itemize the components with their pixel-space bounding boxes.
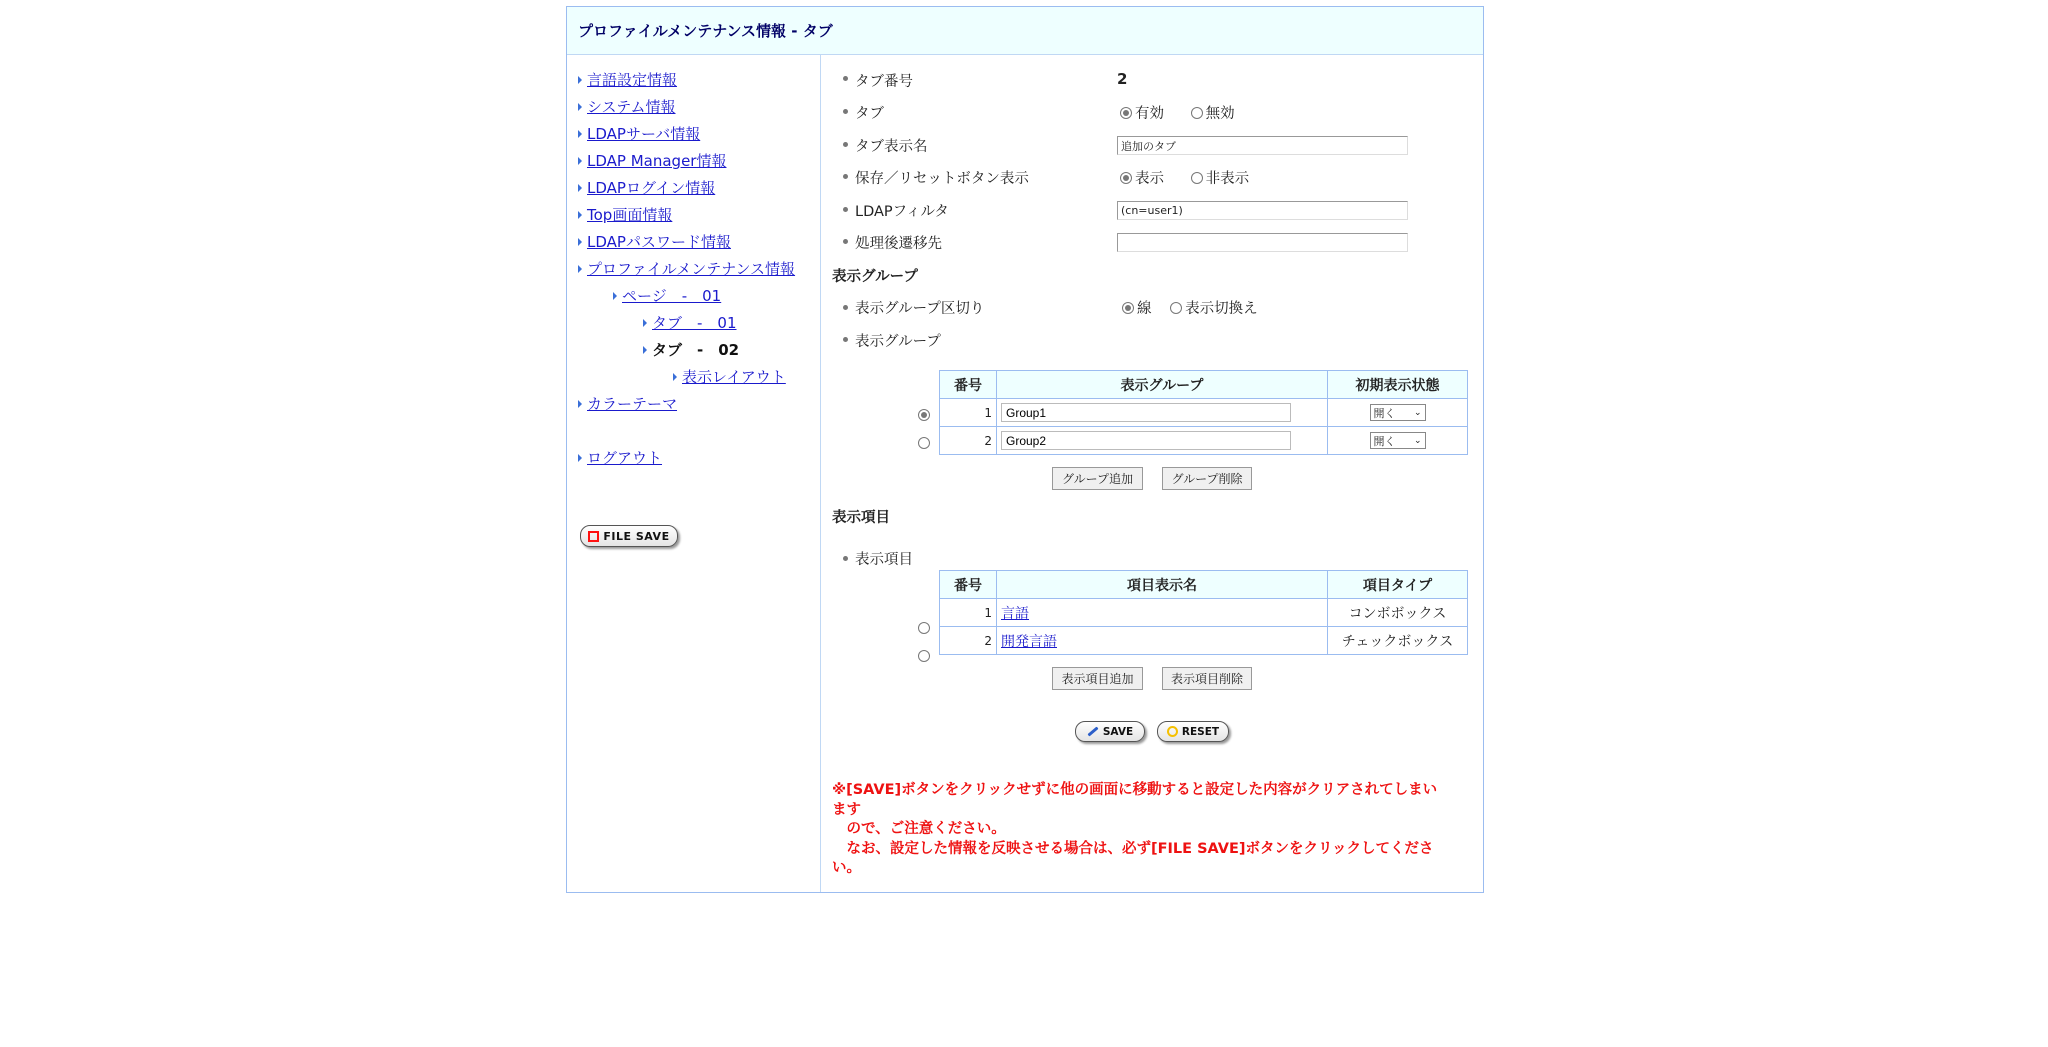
sidebar-link[interactable]: LDAPパスワード情報 — [587, 233, 731, 251]
sidebar-link[interactable]: ページ - 01 — [622, 287, 722, 305]
red-square-icon — [588, 531, 599, 542]
sidebar-item-top-screen[interactable] — [578, 204, 672, 225]
sidebar-link[interactable]: カラーテーマ — [587, 395, 678, 413]
display-items-heading: 表示項目 — [832, 510, 890, 526]
after-process-destination-label: 処理後遷移先 — [855, 236, 942, 252]
after-process-destination-input[interactable] — [1117, 233, 1408, 252]
reset-button[interactable]: RESET — [1157, 721, 1229, 742]
table-row: 2 開発言語 チェックボックス — [940, 627, 1468, 655]
arrow-right-icon — [578, 265, 582, 273]
arrow-right-icon — [643, 319, 647, 327]
sidebar-item-tab-02-current: タブ - 02 — [643, 339, 739, 360]
arrow-right-icon — [578, 211, 582, 219]
tab-label: タブ — [855, 106, 884, 122]
save-reset-display-label: 保存／リセットボタン表示 — [855, 171, 1029, 187]
main-content — [820, 54, 1483, 892]
table-row: 2 Group2 開く ⌄ — [940, 427, 1468, 455]
display-groups-label: 表示グループ — [855, 334, 941, 350]
bullet-icon — [843, 174, 848, 179]
file-save-button[interactable]: FILE SAVE — [580, 525, 678, 547]
sidebar-item-language-settings[interactable] — [578, 69, 677, 90]
tab-display-name-input[interactable] — [1117, 136, 1408, 155]
hide-radio[interactable] — [1191, 172, 1203, 184]
delete-group-button[interactable]: グループ削除 — [1162, 467, 1252, 490]
tab-number-label: タブ番号 — [855, 74, 913, 90]
save-button[interactable]: SAVE — [1075, 721, 1145, 742]
sidebar-item-profile-maintenance[interactable] — [578, 258, 795, 279]
item-row-1-radio[interactable] — [918, 622, 930, 634]
group-separator-radio-group: 線 表示切換え — [1122, 297, 1280, 318]
sidebar-item-display-layout[interactable] — [673, 366, 786, 387]
bullet-icon — [843, 337, 848, 342]
item-name-link[interactable]: 言語 — [1001, 605, 1029, 622]
group-row-2-radio[interactable] — [918, 437, 930, 449]
add-item-button[interactable]: 表示項目追加 — [1052, 667, 1143, 690]
sidebar-link[interactable]: システム情報 — [587, 98, 676, 116]
sidebar-item-color-theme[interactable] — [578, 393, 677, 414]
arrow-right-icon — [578, 103, 582, 111]
item-row-2-radio[interactable] — [918, 650, 930, 662]
sidebar-link[interactable]: ログアウト — [587, 449, 663, 467]
tab-display-name-label: タブ表示名 — [855, 139, 928, 155]
sidebar-item-page-01[interactable] — [613, 285, 721, 306]
sidebar-link[interactable]: LDAPサーバ情報 — [587, 125, 701, 143]
arrow-right-icon — [578, 76, 582, 84]
bullet-icon — [843, 239, 848, 244]
arrow-right-icon — [578, 400, 582, 408]
group-separator-label: 表示グループ区切り — [855, 301, 985, 317]
sidebar-link[interactable]: タブ - 01 — [652, 314, 737, 332]
arrow-right-icon — [578, 238, 582, 246]
bullet-icon — [843, 142, 848, 147]
tab-number-value: 2 — [1117, 70, 1128, 88]
sidebar-item-ldap-login[interactable] — [578, 177, 715, 198]
arrow-right-icon — [578, 454, 582, 462]
tab-enabled-radio[interactable] — [1120, 107, 1132, 119]
display-group-table — [939, 370, 1468, 455]
col-item-type: 項目タイプ — [1328, 571, 1468, 599]
display-items-label: 表示項目 — [855, 552, 913, 568]
arrow-right-icon — [673, 373, 677, 381]
delete-item-button[interactable]: 表示項目削除 — [1162, 667, 1252, 690]
tab-disabled-radio[interactable] — [1191, 107, 1203, 119]
arrow-right-icon — [578, 157, 582, 165]
col-initial-state: 初期表示状態 — [1328, 371, 1468, 399]
col-number: 番号 — [940, 371, 997, 399]
sidebar-link[interactable]: 言語設定情報 — [587, 71, 678, 89]
sidebar-item-ldap-password[interactable] — [578, 231, 731, 252]
arrow-right-icon — [578, 130, 582, 138]
page-title: プロファイルメンテナンス情報 - タブ — [578, 22, 833, 40]
profile-maintenance-panel — [566, 6, 1484, 893]
ldap-filter-input[interactable] — [1117, 201, 1408, 220]
group-name-input[interactable] — [1001, 403, 1291, 422]
ldap-filter-label: LDAPフィルタ — [855, 204, 949, 220]
sidebar-link[interactable]: LDAP Manager情報 — [587, 152, 727, 170]
sidebar-link[interactable]: Top画面情報 — [587, 206, 673, 224]
sidebar-link[interactable]: LDAPログイン情報 — [587, 179, 716, 197]
arrow-right-icon — [613, 292, 617, 300]
tab-radio-group: 有効 無効 — [1120, 102, 1257, 123]
sidebar-item-tab-01[interactable] — [643, 312, 737, 333]
bullet-icon — [843, 76, 848, 81]
ring-icon — [1167, 726, 1178, 737]
display-group-heading: 表示グループ — [832, 269, 918, 285]
show-radio[interactable] — [1120, 172, 1132, 184]
display-item-table — [939, 570, 1468, 655]
group-name-input[interactable] — [1001, 431, 1291, 450]
sidebar-item-ldap-server[interactable] — [578, 123, 700, 144]
bullet-icon — [843, 305, 848, 310]
sidebar-link[interactable]: 表示レイアウト — [682, 368, 786, 386]
bullet-icon — [843, 556, 848, 561]
table-row: 1 言語 コンボボックス — [940, 599, 1468, 627]
panel-header — [567, 7, 1483, 55]
sidebar-item-logout[interactable] — [578, 447, 662, 468]
bullet-icon — [843, 207, 848, 212]
chevron-down-icon: ⌄ — [1413, 435, 1422, 446]
bullet-icon — [843, 109, 848, 114]
table-row: 1 Group1 開く ⌄ — [940, 399, 1468, 427]
add-group-button[interactable]: グループ追加 — [1052, 467, 1143, 490]
initial-state-select[interactable]: 開く ⌄ — [1370, 404, 1426, 421]
pen-icon — [1087, 726, 1098, 736]
sidebar — [567, 54, 821, 892]
col-group: 表示グループ — [997, 371, 1328, 399]
chevron-down-icon: ⌄ — [1413, 407, 1422, 418]
arrow-right-icon — [643, 346, 647, 354]
save-reset-radio-group: 表示 非表示 — [1120, 167, 1271, 188]
col-number: 番号 — [940, 571, 997, 599]
item-name-link[interactable]: 開発言語 — [1001, 633, 1057, 650]
sidebar-link[interactable]: プロファイルメンテナンス情報 — [587, 260, 796, 278]
sidebar-item-system[interactable] — [578, 96, 676, 117]
initial-state-select[interactable]: 開く ⌄ — [1370, 432, 1426, 449]
separator-toggle-radio[interactable] — [1170, 302, 1182, 314]
separator-line-radio[interactable] — [1122, 302, 1134, 314]
warning-notice: ※[SAVE]ボタンをクリックせずに他の画面に移動すると設定した内容がクリアされてしまい ます ので、ご注意ください。 なお、設定した情報を反映させる場合は、必ず[FILE SAVE]ボタンをクリックしてくださ い。 — [832, 782, 1438, 876]
group-row-1-radio[interactable] — [918, 409, 930, 421]
sidebar-item-ldap-manager[interactable] — [578, 150, 726, 171]
arrow-right-icon — [578, 184, 582, 192]
col-item-name: 項目表示名 — [997, 571, 1328, 599]
